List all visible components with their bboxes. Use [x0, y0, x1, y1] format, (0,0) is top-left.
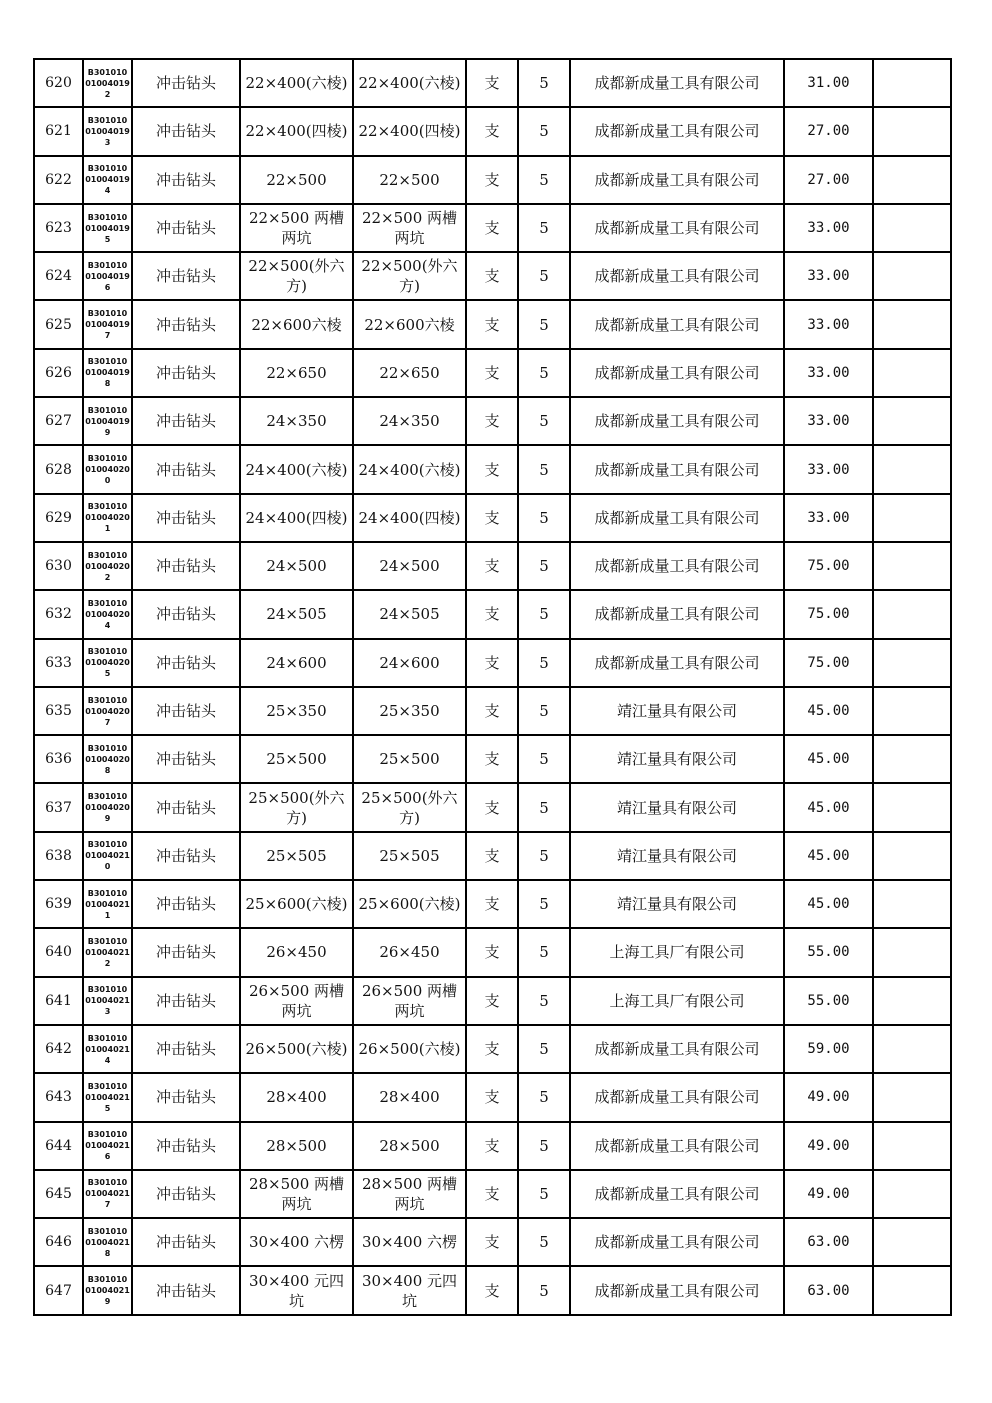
model-cell: 22×400(六棱): [353, 59, 466, 107]
table-row: [34, 590, 951, 638]
spec-cell: 30×400 元四坑: [240, 1266, 353, 1314]
table-row: [34, 735, 951, 783]
unit-cell: 支: [466, 300, 518, 348]
supplier-cell: 成都新成量工具有限公司: [570, 542, 784, 590]
supplier-cell: 成都新成量工具有限公司: [570, 204, 784, 252]
unit-cell: 支: [466, 156, 518, 204]
remark-cell: [873, 1073, 951, 1121]
row-number-cell: 624: [34, 252, 83, 300]
supplier-cell: 靖江量具有限公司: [570, 783, 784, 831]
table-row: [34, 1218, 951, 1266]
unit-cell: 支: [466, 349, 518, 397]
table-row: [34, 107, 951, 155]
row-number-cell: 645: [34, 1170, 83, 1218]
model-cell: 28×400: [353, 1073, 466, 1121]
item-code-cell: B301010010040202: [83, 542, 132, 590]
supplier-cell: 成都新成量工具有限公司: [570, 107, 784, 155]
unit-cell: 支: [466, 1025, 518, 1073]
model-cell: 26×500 两槽两坑: [353, 977, 466, 1025]
model-cell: 22×500(外六方): [353, 252, 466, 300]
spec-cell: 24×350: [240, 397, 353, 445]
spec-cell: 22×500: [240, 156, 353, 204]
remark-cell: [873, 397, 951, 445]
row-number-cell: 647: [34, 1266, 83, 1314]
item-code-cell: B301010010040205: [83, 639, 132, 687]
remark-cell: [873, 1025, 951, 1073]
item-name-cell: 冲击钻头: [132, 783, 240, 831]
unit-cell: 支: [466, 735, 518, 783]
price-cell: 45.00: [784, 880, 873, 928]
price-cell: 49.00: [784, 1170, 873, 1218]
item-name-cell: 冲击钻头: [132, 300, 240, 348]
row-number-cell: 622: [34, 156, 83, 204]
spec-cell: 26×450: [240, 928, 353, 976]
model-cell: 22×600六棱: [353, 300, 466, 348]
table-row: [34, 1122, 951, 1170]
quantity-cell: 5: [518, 300, 570, 348]
item-code-cell: B301010010040217: [83, 1170, 132, 1218]
spec-cell: 22×600六棱: [240, 300, 353, 348]
price-cell: 55.00: [784, 977, 873, 1025]
table-row: [34, 494, 951, 542]
supplier-cell: 上海工具厂有限公司: [570, 977, 784, 1025]
quantity-cell: 5: [518, 639, 570, 687]
row-number-cell: 629: [34, 494, 83, 542]
price-cell: 45.00: [784, 687, 873, 735]
unit-cell: 支: [466, 59, 518, 107]
price-cell: 33.00: [784, 494, 873, 542]
unit-cell: 支: [466, 1122, 518, 1170]
item-name-cell: 冲击钻头: [132, 252, 240, 300]
item-code-cell: B301010010040196: [83, 252, 132, 300]
price-cell: 33.00: [784, 397, 873, 445]
remark-cell: [873, 252, 951, 300]
item-name-cell: 冲击钻头: [132, 397, 240, 445]
item-code-cell: B301010010040199: [83, 397, 132, 445]
model-cell: 24×400(六棱): [353, 445, 466, 493]
spec-cell: 25×500: [240, 735, 353, 783]
remark-cell: [873, 1266, 951, 1314]
unit-cell: 支: [466, 1266, 518, 1314]
spec-cell: 22×400(六棱): [240, 59, 353, 107]
item-code-cell: B301010010040216: [83, 1122, 132, 1170]
quantity-cell: 5: [518, 349, 570, 397]
row-number-cell: 639: [34, 880, 83, 928]
row-number-cell: 623: [34, 204, 83, 252]
table-row: [34, 300, 951, 348]
remark-cell: [873, 204, 951, 252]
quantity-cell: 5: [518, 735, 570, 783]
spec-cell: 22×500(外六方): [240, 252, 353, 300]
table-row: [34, 1266, 951, 1314]
price-list-table: [33, 58, 952, 1316]
quantity-cell: 5: [518, 156, 570, 204]
item-name-cell: 冲击钻头: [132, 156, 240, 204]
price-cell: 27.00: [784, 107, 873, 155]
row-number-cell: 638: [34, 832, 83, 880]
item-code-cell: B301010010040214: [83, 1025, 132, 1073]
table-row: [34, 1025, 951, 1073]
row-number-cell: 646: [34, 1218, 83, 1266]
remark-cell: [873, 59, 951, 107]
price-cell: 31.00: [784, 59, 873, 107]
spec-cell: 22×400(四棱): [240, 107, 353, 155]
table-row: [34, 59, 951, 107]
supplier-cell: 靖江量具有限公司: [570, 880, 784, 928]
quantity-cell: 5: [518, 494, 570, 542]
quantity-cell: 5: [518, 397, 570, 445]
item-name-cell: 冲击钻头: [132, 1073, 240, 1121]
item-name-cell: 冲击钻头: [132, 1218, 240, 1266]
spec-cell: 26×500(六棱): [240, 1025, 353, 1073]
spec-cell: 25×600(六棱): [240, 880, 353, 928]
supplier-cell: 成都新成量工具有限公司: [570, 590, 784, 638]
remark-cell: [873, 494, 951, 542]
price-cell: 45.00: [784, 783, 873, 831]
supplier-cell: 成都新成量工具有限公司: [570, 445, 784, 493]
price-cell: 55.00: [784, 928, 873, 976]
remark-cell: [873, 156, 951, 204]
spec-cell: 30×400 六楞: [240, 1218, 353, 1266]
item-name-cell: 冲击钻头: [132, 59, 240, 107]
supplier-cell: 成都新成量工具有限公司: [570, 156, 784, 204]
row-number-cell: 636: [34, 735, 83, 783]
item-code-cell: B301010010040193: [83, 107, 132, 155]
item-name-cell: 冲击钻头: [132, 349, 240, 397]
supplier-cell: 成都新成量工具有限公司: [570, 349, 784, 397]
remark-cell: [873, 687, 951, 735]
spec-cell: 24×400(六棱): [240, 445, 353, 493]
item-name-cell: 冲击钻头: [132, 880, 240, 928]
remark-cell: [873, 639, 951, 687]
item-name-cell: 冲击钻头: [132, 542, 240, 590]
row-number-cell: 628: [34, 445, 83, 493]
model-cell: 22×500 两槽两坑: [353, 204, 466, 252]
model-cell: 26×500(六棱): [353, 1025, 466, 1073]
supplier-cell: 靖江量具有限公司: [570, 735, 784, 783]
remark-cell: [873, 542, 951, 590]
item-code-cell: B301010010040197: [83, 300, 132, 348]
unit-cell: 支: [466, 832, 518, 880]
item-code-cell: B301010010040198: [83, 349, 132, 397]
quantity-cell: 5: [518, 542, 570, 590]
price-cell: 75.00: [784, 542, 873, 590]
model-cell: 22×650: [353, 349, 466, 397]
price-cell: 49.00: [784, 1073, 873, 1121]
item-code-cell: B301010010040208: [83, 735, 132, 783]
item-name-cell: 冲击钻头: [132, 1266, 240, 1314]
price-cell: 63.00: [784, 1266, 873, 1314]
unit-cell: 支: [466, 687, 518, 735]
row-number-cell: 632: [34, 590, 83, 638]
item-name-cell: 冲击钻头: [132, 1170, 240, 1218]
unit-cell: 支: [466, 977, 518, 1025]
supplier-cell: 成都新成量工具有限公司: [570, 252, 784, 300]
table-row: [34, 783, 951, 831]
item-name-cell: 冲击钻头: [132, 687, 240, 735]
item-name-cell: 冲击钻头: [132, 494, 240, 542]
spec-cell: 24×500: [240, 542, 353, 590]
quantity-cell: 5: [518, 590, 570, 638]
quantity-cell: 5: [518, 880, 570, 928]
supplier-cell: 成都新成量工具有限公司: [570, 1218, 784, 1266]
spec-cell: 25×500(外六方): [240, 783, 353, 831]
unit-cell: 支: [466, 445, 518, 493]
price-cell: 33.00: [784, 204, 873, 252]
quantity-cell: 5: [518, 1073, 570, 1121]
quantity-cell: 5: [518, 832, 570, 880]
supplier-cell: 成都新成量工具有限公司: [570, 1025, 784, 1073]
quantity-cell: 5: [518, 1170, 570, 1218]
model-cell: 22×500: [353, 156, 466, 204]
row-number-cell: 625: [34, 300, 83, 348]
model-cell: 25×600(六棱): [353, 880, 466, 928]
supplier-cell: 靖江量具有限公司: [570, 832, 784, 880]
supplier-cell: 靖江量具有限公司: [570, 687, 784, 735]
supplier-cell: 成都新成量工具有限公司: [570, 397, 784, 445]
item-code-cell: B301010010040210: [83, 832, 132, 880]
price-cell: 63.00: [784, 1218, 873, 1266]
supplier-cell: 成都新成量工具有限公司: [570, 494, 784, 542]
item-code-cell: B301010010040212: [83, 928, 132, 976]
quantity-cell: 5: [518, 687, 570, 735]
item-code-cell: B301010010040195: [83, 204, 132, 252]
remark-cell: [873, 590, 951, 638]
table-row: [34, 1170, 951, 1218]
model-cell: 25×350: [353, 687, 466, 735]
table-row: [34, 156, 951, 204]
quantity-cell: 5: [518, 977, 570, 1025]
price-cell: 27.00: [784, 156, 873, 204]
price-cell: 33.00: [784, 300, 873, 348]
spec-cell: 28×500: [240, 1122, 353, 1170]
supplier-cell: 成都新成量工具有限公司: [570, 59, 784, 107]
quantity-cell: 5: [518, 445, 570, 493]
item-name-cell: 冲击钻头: [132, 735, 240, 783]
table-row: [34, 542, 951, 590]
quantity-cell: 5: [518, 59, 570, 107]
row-number-cell: 643: [34, 1073, 83, 1121]
table-row: [34, 977, 951, 1025]
remark-cell: [873, 1122, 951, 1170]
unit-cell: 支: [466, 204, 518, 252]
quantity-cell: 5: [518, 1025, 570, 1073]
model-cell: 24×350: [353, 397, 466, 445]
item-code-cell: B301010010040218: [83, 1218, 132, 1266]
row-number-cell: 641: [34, 977, 83, 1025]
remark-cell: [873, 300, 951, 348]
unit-cell: 支: [466, 880, 518, 928]
unit-cell: 支: [466, 1170, 518, 1218]
row-number-cell: 620: [34, 59, 83, 107]
table-row: [34, 204, 951, 252]
item-name-cell: 冲击钻头: [132, 832, 240, 880]
model-cell: 30×400 元四坑: [353, 1266, 466, 1314]
quantity-cell: 5: [518, 1218, 570, 1266]
model-cell: 25×500: [353, 735, 466, 783]
supplier-cell: 上海工具厂有限公司: [570, 928, 784, 976]
unit-cell: 支: [466, 928, 518, 976]
item-code-cell: B301010010040213: [83, 977, 132, 1025]
row-number-cell: 642: [34, 1025, 83, 1073]
model-cell: 30×400 六楞: [353, 1218, 466, 1266]
quantity-cell: 5: [518, 928, 570, 976]
unit-cell: 支: [466, 639, 518, 687]
item-code-cell: B301010010040211: [83, 880, 132, 928]
item-name-cell: 冲击钻头: [132, 1025, 240, 1073]
item-code-cell: B301010010040207: [83, 687, 132, 735]
item-name-cell: 冲击钻头: [132, 928, 240, 976]
quantity-cell: 5: [518, 204, 570, 252]
table-row: [34, 639, 951, 687]
remark-cell: [873, 880, 951, 928]
price-cell: 33.00: [784, 252, 873, 300]
quantity-cell: 5: [518, 252, 570, 300]
spec-cell: 25×350: [240, 687, 353, 735]
price-cell: 33.00: [784, 445, 873, 493]
row-number-cell: 637: [34, 783, 83, 831]
row-number-cell: 627: [34, 397, 83, 445]
spec-cell: 25×505: [240, 832, 353, 880]
quantity-cell: 5: [518, 1266, 570, 1314]
remark-cell: [873, 735, 951, 783]
spec-cell: 26×500 两槽两坑: [240, 977, 353, 1025]
model-cell: 24×400(四棱): [353, 494, 466, 542]
table-row: [34, 1073, 951, 1121]
unit-cell: 支: [466, 1218, 518, 1266]
item-code-cell: B301010010040215: [83, 1073, 132, 1121]
row-number-cell: 640: [34, 928, 83, 976]
remark-cell: [873, 832, 951, 880]
model-cell: 26×450: [353, 928, 466, 976]
item-code-cell: B301010010040209: [83, 783, 132, 831]
remark-cell: [873, 107, 951, 155]
row-number-cell: 626: [34, 349, 83, 397]
remark-cell: [873, 1218, 951, 1266]
spec-cell: 22×650: [240, 349, 353, 397]
quantity-cell: 5: [518, 107, 570, 155]
price-cell: 45.00: [784, 832, 873, 880]
table-row: [34, 397, 951, 445]
model-cell: 28×500: [353, 1122, 466, 1170]
row-number-cell: 644: [34, 1122, 83, 1170]
table-row: [34, 928, 951, 976]
item-name-cell: 冲击钻头: [132, 445, 240, 493]
supplier-cell: 成都新成量工具有限公司: [570, 639, 784, 687]
quantity-cell: 5: [518, 1122, 570, 1170]
quantity-cell: 5: [518, 783, 570, 831]
remark-cell: [873, 445, 951, 493]
supplier-cell: 成都新成量工具有限公司: [570, 1122, 784, 1170]
item-name-cell: 冲击钻头: [132, 107, 240, 155]
item-code-cell: B301010010040200: [83, 445, 132, 493]
spec-cell: 24×505: [240, 590, 353, 638]
model-cell: 25×500(外六方): [353, 783, 466, 831]
remark-cell: [873, 1170, 951, 1218]
spec-cell: 24×600: [240, 639, 353, 687]
unit-cell: 支: [466, 783, 518, 831]
remark-cell: [873, 783, 951, 831]
model-cell: 25×505: [353, 832, 466, 880]
table-row: [34, 349, 951, 397]
model-cell: 28×500 两槽两坑: [353, 1170, 466, 1218]
item-code-cell: B301010010040219: [83, 1266, 132, 1314]
unit-cell: 支: [466, 542, 518, 590]
item-name-cell: 冲击钻头: [132, 1122, 240, 1170]
spec-cell: 28×500 两槽两坑: [240, 1170, 353, 1218]
row-number-cell: 635: [34, 687, 83, 735]
item-name-cell: 冲击钻头: [132, 639, 240, 687]
remark-cell: [873, 928, 951, 976]
item-name-cell: 冲击钻头: [132, 204, 240, 252]
price-cell: 75.00: [784, 639, 873, 687]
table-row: [34, 832, 951, 880]
row-number-cell: 633: [34, 639, 83, 687]
price-cell: 49.00: [784, 1122, 873, 1170]
supplier-cell: 成都新成量工具有限公司: [570, 1073, 784, 1121]
model-cell: 24×505: [353, 590, 466, 638]
price-cell: 59.00: [784, 1025, 873, 1073]
price-cell: 33.00: [784, 349, 873, 397]
supplier-cell: 成都新成量工具有限公司: [570, 1170, 784, 1218]
supplier-cell: 成都新成量工具有限公司: [570, 1266, 784, 1314]
model-cell: 24×500: [353, 542, 466, 590]
remark-cell: [873, 977, 951, 1025]
unit-cell: 支: [466, 494, 518, 542]
remark-cell: [873, 349, 951, 397]
table-row: [34, 252, 951, 300]
item-name-cell: 冲击钻头: [132, 590, 240, 638]
item-code-cell: B301010010040201: [83, 494, 132, 542]
item-name-cell: 冲击钻头: [132, 977, 240, 1025]
table-row: [34, 687, 951, 735]
unit-cell: 支: [466, 590, 518, 638]
row-number-cell: 630: [34, 542, 83, 590]
spec-cell: 28×400: [240, 1073, 353, 1121]
unit-cell: 支: [466, 397, 518, 445]
spec-cell: 24×400(四棱): [240, 494, 353, 542]
price-cell: 75.00: [784, 590, 873, 638]
unit-cell: 支: [466, 1073, 518, 1121]
item-code-cell: B301010010040204: [83, 590, 132, 638]
supplier-cell: 成都新成量工具有限公司: [570, 300, 784, 348]
row-number-cell: 621: [34, 107, 83, 155]
table-row: [34, 880, 951, 928]
unit-cell: 支: [466, 252, 518, 300]
model-cell: 22×400(四棱): [353, 107, 466, 155]
spec-cell: 22×500 两槽两坑: [240, 204, 353, 252]
model-cell: 24×600: [353, 639, 466, 687]
item-code-cell: B301010010040192: [83, 59, 132, 107]
price-cell: 45.00: [784, 735, 873, 783]
item-code-cell: B301010010040194: [83, 156, 132, 204]
table-row: [34, 445, 951, 493]
unit-cell: 支: [466, 107, 518, 155]
